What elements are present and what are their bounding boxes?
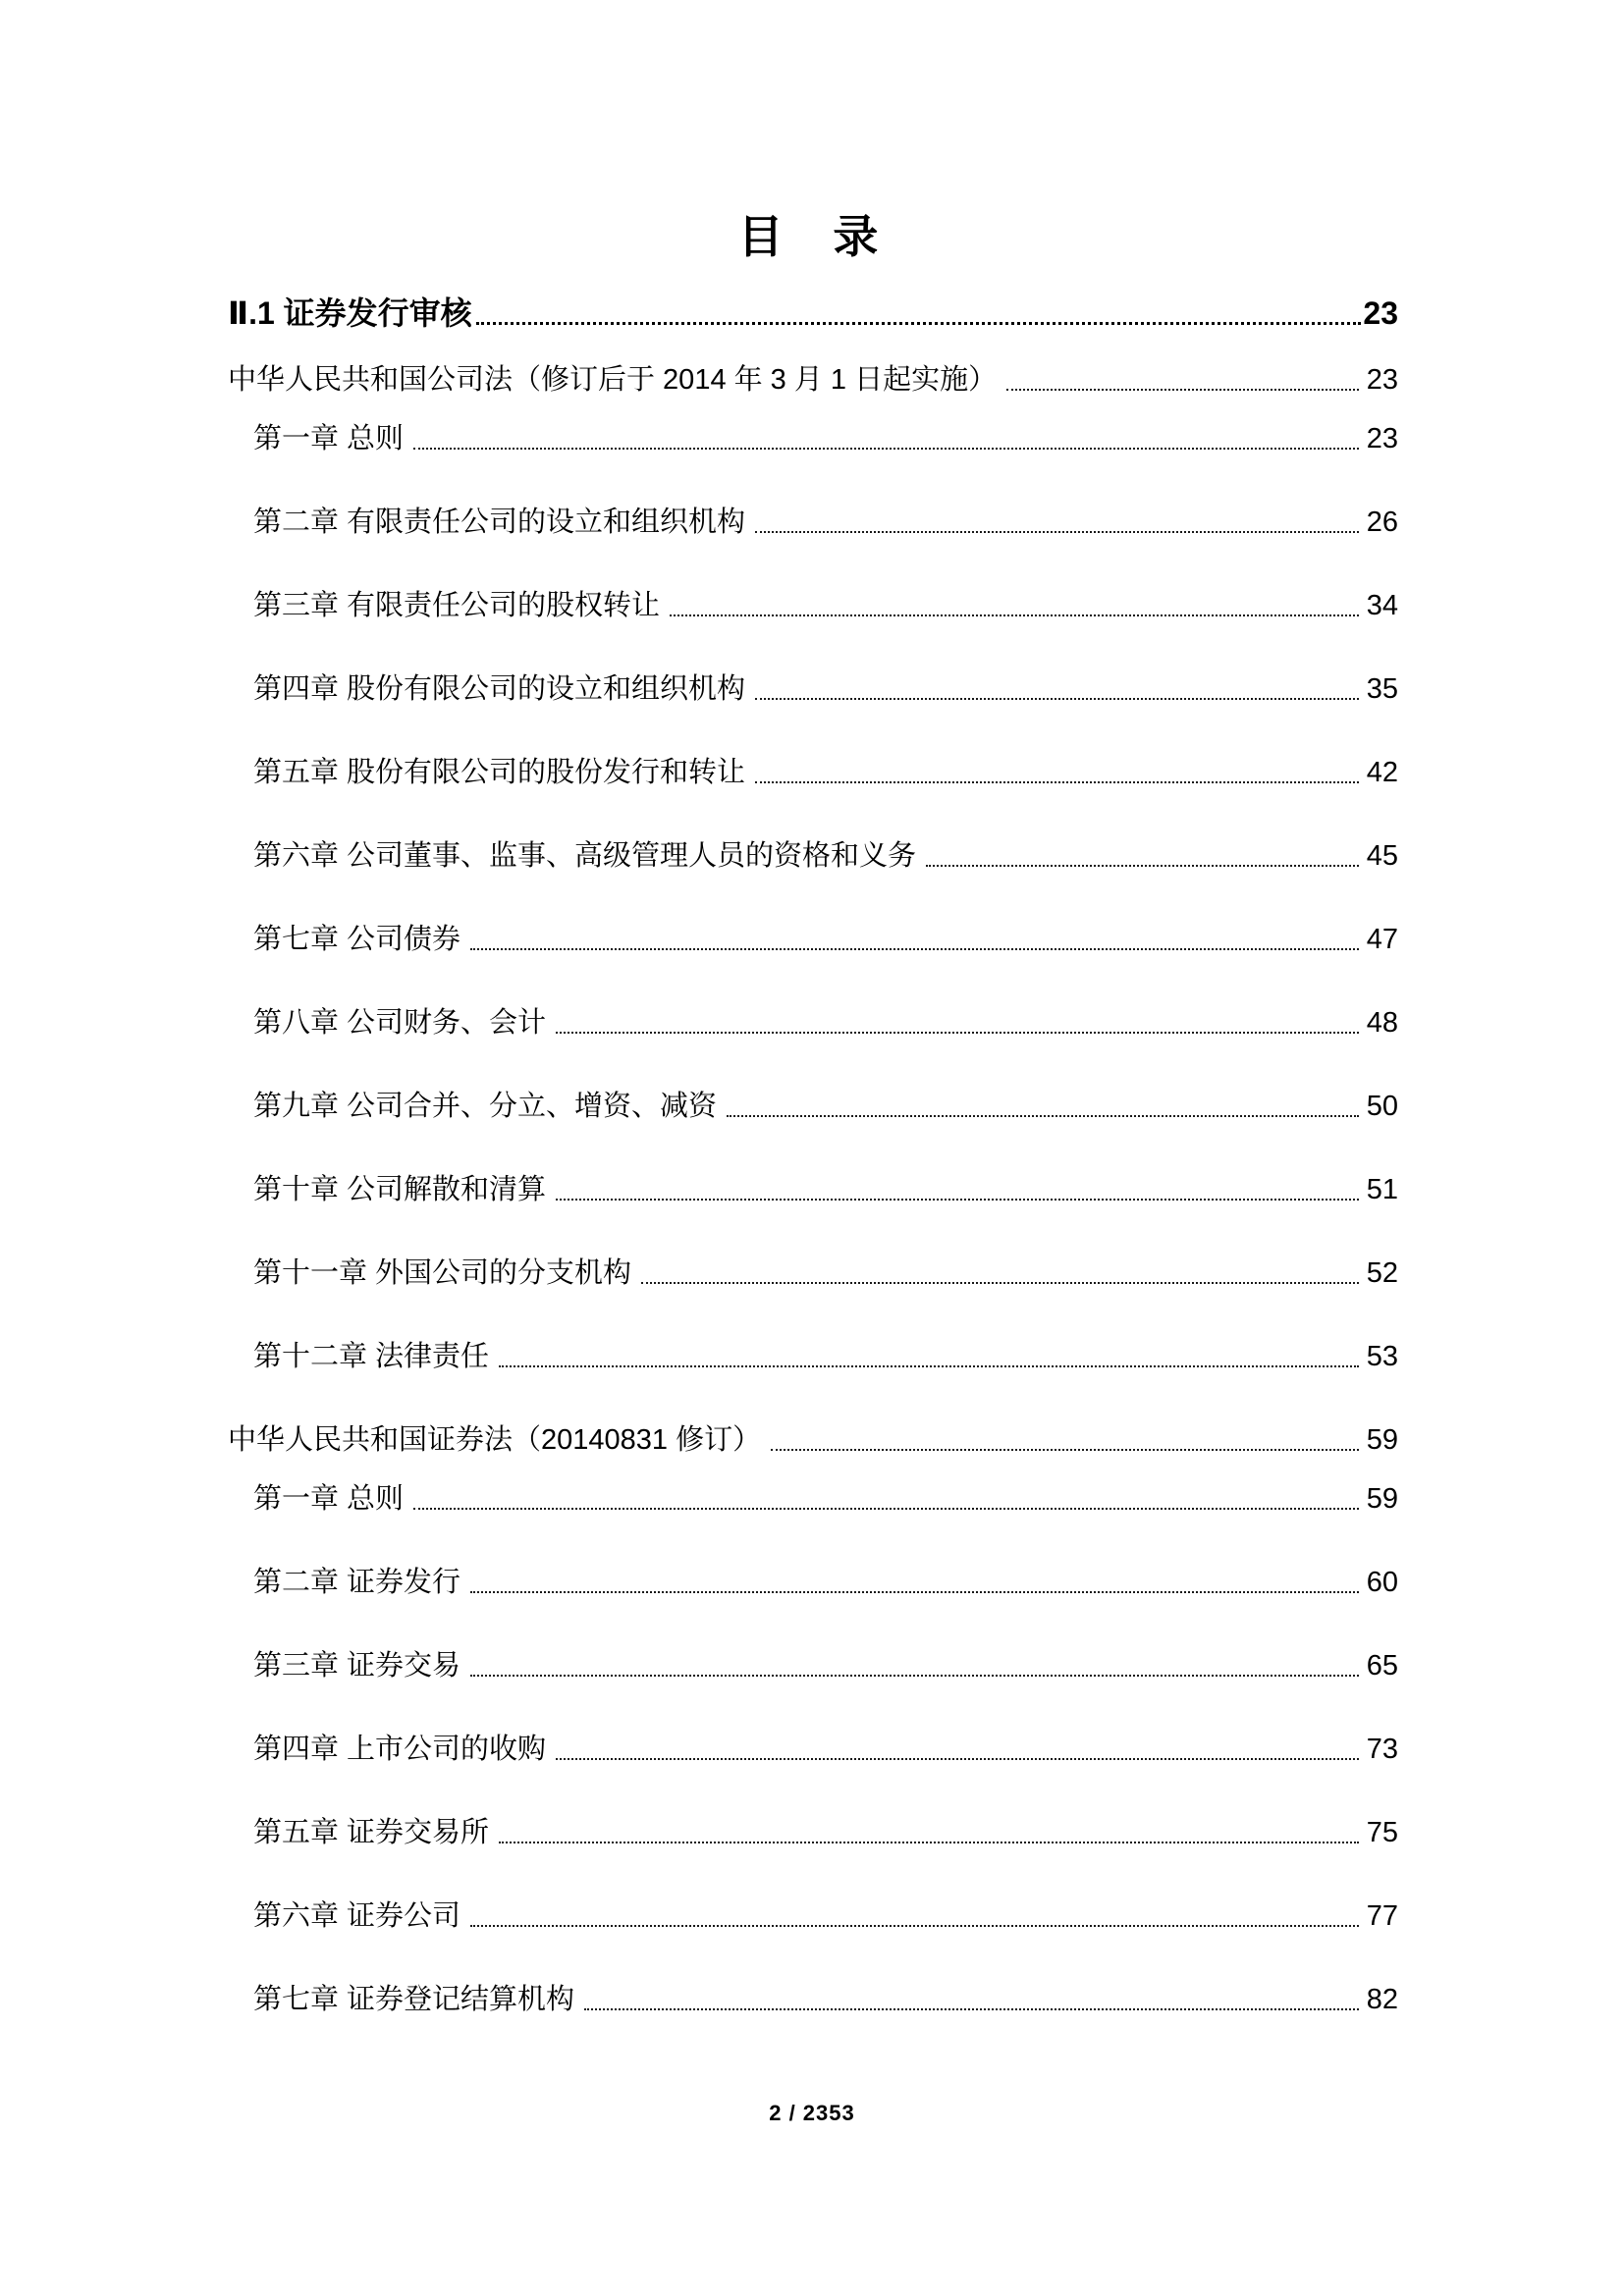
toc-dot-leader <box>556 1199 1359 1201</box>
toc-entry-title: 第四章 上市公司的收购 <box>253 1734 547 1765</box>
toc-entry <box>228 1336 1398 1377</box>
toc-entry <box>228 293 1398 334</box>
toc-dot-leader <box>470 1675 1359 1677</box>
toc-dot-leader <box>470 948 1359 950</box>
toc-entry <box>228 1419 1398 1461</box>
toc-dot-leader <box>413 1508 1359 1510</box>
toc-entry-title: 第五章 股份有限公司的股份发行和转让 <box>253 757 746 788</box>
toc-entry-title: 第十章 公司解散和清算 <box>253 1174 547 1205</box>
toc-entry <box>228 835 1398 877</box>
toc-dot-leader <box>727 1115 1359 1117</box>
toc-dot-leader <box>413 448 1359 450</box>
toc-dot-leader <box>771 1449 1359 1451</box>
toc-dot-leader <box>470 1925 1359 1927</box>
toc-entry <box>228 1896 1398 1937</box>
toc-page-number: 59 <box>1366 1424 1398 1456</box>
toc-entry-title: 中华人民共和国证券法（20140831 修订） <box>228 1424 762 1456</box>
toc-entry <box>228 1169 1398 1210</box>
toc-entry-title: 第六章 证券公司 <box>253 1900 461 1932</box>
toc-entry-title: Ⅱ.1 证券发行审核 <box>228 295 472 331</box>
toc-page-number: 82 <box>1366 1984 1398 2015</box>
toc-entry-title: 第一章 总则 <box>253 423 405 454</box>
toc-entry <box>228 1979 1398 2020</box>
toc-entry <box>228 502 1398 543</box>
toc-list <box>228 293 1398 2062</box>
toc-dot-leader <box>470 1591 1359 1593</box>
toc-entry-title: 第五章 证券交易所 <box>253 1817 490 1848</box>
toc-entry-title: 第二章 证券发行 <box>253 1567 461 1598</box>
toc-page-number: 23 <box>1366 364 1398 396</box>
toc-page-number: 60 <box>1366 1567 1398 1598</box>
toc-dot-leader <box>556 1032 1359 1034</box>
toc-page-number: 35 <box>1366 673 1398 705</box>
toc-entry-title: 第六章 公司董事、监事、高级管理人员的资格和义务 <box>253 840 917 872</box>
toc-entry-title: 中华人民共和国公司法（修订后于 2014 年 3 月 1 日起实施） <box>228 364 998 396</box>
toc-dot-leader <box>499 1842 1359 1843</box>
toc-entry-title: 第八章 公司财务、会计 <box>253 1007 547 1039</box>
toc-page-number: 23 <box>1366 423 1398 454</box>
toc-page-number: 52 <box>1366 1257 1398 1289</box>
toc-entry-title: 第十一章 外国公司的分支机构 <box>253 1257 632 1289</box>
toc-dot-leader <box>1006 389 1359 391</box>
toc-page-number: 23 <box>1363 295 1398 331</box>
toc-page-number: 50 <box>1366 1091 1398 1122</box>
toc-page-number: 77 <box>1366 1900 1398 1932</box>
toc-entry <box>228 1812 1398 1853</box>
toc-dot-leader <box>755 698 1359 700</box>
toc-page-number: 53 <box>1366 1341 1398 1372</box>
toc-dot-leader <box>584 2008 1359 2010</box>
toc-entry-title: 第三章 证券交易 <box>253 1650 461 1682</box>
toc-entry <box>228 1086 1398 1127</box>
toc-entry <box>228 1002 1398 1043</box>
page-number-footer: 2 / 2353 <box>769 2101 855 2125</box>
toc-entry <box>228 668 1398 710</box>
toc-page-number: 73 <box>1366 1734 1398 1765</box>
toc-entry <box>228 418 1398 459</box>
toc-page-number: 51 <box>1366 1174 1398 1205</box>
toc-page-number: 45 <box>1366 840 1398 872</box>
toc-dot-leader <box>499 1365 1359 1367</box>
toc-entry <box>228 752 1398 793</box>
toc-dot-leader <box>755 781 1359 783</box>
toc-dot-leader <box>670 614 1359 616</box>
toc-entry <box>228 359 1398 400</box>
toc-page-number: 65 <box>1366 1650 1398 1682</box>
toc-page-number: 34 <box>1366 590 1398 621</box>
page-title: 目 录 <box>737 211 887 262</box>
toc-entry-title: 第一章 总则 <box>253 1483 405 1515</box>
toc-entry-title: 第七章 公司债券 <box>253 924 461 955</box>
toc-page-number: 26 <box>1366 507 1398 538</box>
toc-entry <box>228 1478 1398 1520</box>
toc-entry-title: 第九章 公司合并、分立、增资、减资 <box>253 1091 718 1122</box>
toc-entry-title: 第七章 证券登记结算机构 <box>253 1984 575 2015</box>
toc-page-number: 48 <box>1366 1007 1398 1039</box>
toc-page-number: 42 <box>1366 757 1398 788</box>
toc-page-number: 59 <box>1366 1483 1398 1515</box>
toc-dot-leader <box>556 1758 1359 1760</box>
toc-entry-title: 第三章 有限责任公司的股权转让 <box>253 590 661 621</box>
toc-entry <box>228 1562 1398 1603</box>
toc-entry <box>228 1253 1398 1294</box>
toc-page-number: 47 <box>1366 924 1398 955</box>
toc-entry <box>228 1729 1398 1770</box>
toc-entry <box>228 919 1398 960</box>
toc-dot-leader <box>476 322 1362 325</box>
toc-dot-leader <box>926 865 1359 867</box>
toc-page-number: 75 <box>1366 1817 1398 1848</box>
toc-entry-title: 第四章 股份有限公司的设立和组织机构 <box>253 673 746 705</box>
toc-entry-title: 第二章 有限责任公司的设立和组织机构 <box>253 507 746 538</box>
toc-entry <box>228 1645 1398 1686</box>
toc-dot-leader <box>755 531 1359 533</box>
toc-entry <box>228 585 1398 626</box>
toc-entry-title: 第十二章 法律责任 <box>253 1341 490 1372</box>
toc-dot-leader <box>641 1282 1359 1284</box>
